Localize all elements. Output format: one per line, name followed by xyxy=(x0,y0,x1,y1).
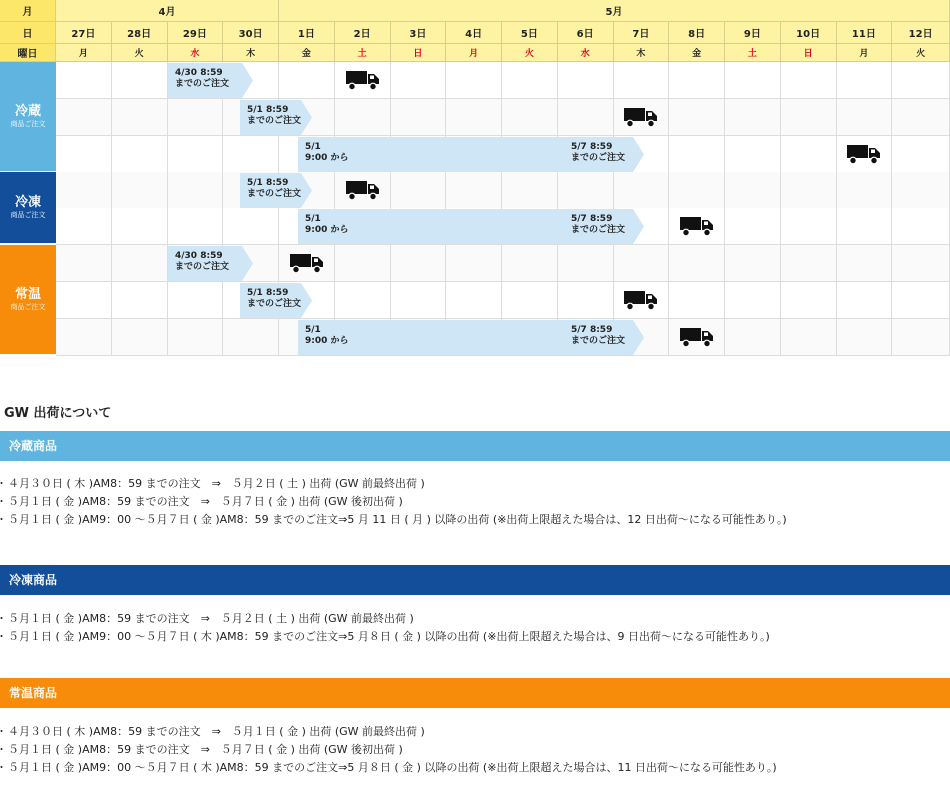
weekday-cell: 日 xyxy=(781,44,837,62)
truck-icon xyxy=(680,215,714,237)
grid-cell xyxy=(112,136,168,173)
order-end-sublabel: までのご注文 xyxy=(571,336,626,346)
grid-cell xyxy=(725,62,781,99)
truck-icon xyxy=(847,143,881,165)
weekday-cell: 木 xyxy=(223,44,279,62)
grid-cell xyxy=(837,282,893,319)
weekday-cell: 木 xyxy=(614,44,670,62)
weekday-cell: 火 xyxy=(502,44,558,62)
list-item: ・ ４月３０日 ( 木 )AM8：59 までの注文 ⇒ ５月２日 ( 土 ) 出荷 (GW 前最終出荷 ) xyxy=(0,475,787,493)
list-item: ・ ５月１日 ( 金 )AM8：59 までの注文 ⇒ ５月７日 ( 金 ) 出荷 (GW 後初出荷 ) xyxy=(0,741,777,759)
truck-icon xyxy=(346,179,380,201)
grid-cell xyxy=(279,62,335,99)
list-item: ・ ４月３０日 ( 木 )AM8：59 までの注文 ⇒ ５月１日 ( 金 ) 出荷 (GW 前最終出荷 ) xyxy=(0,723,777,741)
grid-cell xyxy=(558,172,614,209)
shipping-calendar xyxy=(0,0,950,358)
gw-title: GW 出荷について xyxy=(4,406,112,421)
day-cell: 12日 xyxy=(892,22,950,44)
grid-cell xyxy=(614,62,670,99)
grid-cell xyxy=(56,99,112,136)
grid-cell xyxy=(56,208,112,245)
grid-cell xyxy=(446,282,502,319)
grid-cell xyxy=(335,99,391,136)
grid-cell xyxy=(502,172,558,209)
grid-cell xyxy=(223,319,279,356)
grid-cell xyxy=(335,245,391,282)
order-start-sublabel: までのご注文 xyxy=(175,79,230,89)
weekday-cell: 月 xyxy=(837,44,893,62)
weekday-cell: 水 xyxy=(168,44,224,62)
day-cell: 29日 xyxy=(168,22,224,44)
order-start-sublabel: 9:00 から xyxy=(305,153,349,163)
grid-cell xyxy=(725,136,781,173)
list-item: ・ ５月１日 ( 金 )AM8：59 までの注文 ⇒ ５月２日 ( 土 ) 出荷 (GW 前最終出荷 ) xyxy=(0,610,770,628)
grid-cell xyxy=(112,62,168,99)
grid-cell xyxy=(725,172,781,209)
grid-cell xyxy=(223,136,279,173)
category-name: 冷凍 xyxy=(14,195,41,210)
day-cell: 1日 xyxy=(279,22,335,44)
grid-cell xyxy=(446,62,502,99)
order-start-label: 4/30 8:59 xyxy=(175,251,223,261)
order-start-sublabel: までのご注文 xyxy=(247,299,302,309)
grid-cell xyxy=(837,319,893,356)
grid-cell xyxy=(669,245,725,282)
category-subtitle: 商品ご注文 xyxy=(10,211,46,219)
day-cell: 5日 xyxy=(502,22,558,44)
grid-cell xyxy=(837,99,893,136)
day-cell: 9日 xyxy=(725,22,781,44)
grid-cell xyxy=(168,282,224,319)
grid-cell xyxy=(168,208,224,245)
order-start-sublabel: までのご注文 xyxy=(175,262,230,272)
grid-cell xyxy=(168,172,224,209)
grid-cell xyxy=(781,62,837,99)
grid-cell xyxy=(725,282,781,319)
grid-cell xyxy=(391,245,447,282)
grid-cell xyxy=(446,99,502,136)
day-cell: 30日 xyxy=(223,22,279,44)
grid-cell xyxy=(56,282,112,319)
truck-icon xyxy=(680,326,714,348)
grid-cell xyxy=(781,245,837,282)
grid-cell xyxy=(892,62,950,99)
category-name: 常温 xyxy=(14,287,41,302)
section-heading-chilled: 冷蔵商品 xyxy=(0,431,950,461)
grid-cell xyxy=(502,282,558,319)
grid-cell xyxy=(112,208,168,245)
order-end-label: 5/7 8:59 xyxy=(571,325,613,335)
weekday-cell: 月 xyxy=(446,44,502,62)
grid-cell xyxy=(781,319,837,356)
grid-cell xyxy=(558,282,614,319)
category-block xyxy=(0,172,56,245)
day-cell: 8日 xyxy=(669,22,725,44)
weekday-cell: 火 xyxy=(112,44,168,62)
grid-cell xyxy=(669,172,725,209)
category-name: 冷蔵 xyxy=(14,104,41,119)
grid-cell xyxy=(112,282,168,319)
grid-cell xyxy=(669,99,725,136)
order-end-label: 5/7 8:59 xyxy=(571,214,613,224)
grid-cell xyxy=(725,319,781,356)
grid-cell xyxy=(168,99,224,136)
grid-cell xyxy=(892,99,950,136)
grid-cell xyxy=(223,208,279,245)
truck-icon xyxy=(624,289,658,311)
order-start-label: 5/1 8:59 xyxy=(247,288,289,298)
grid-cell xyxy=(725,99,781,136)
grid-cell xyxy=(391,99,447,136)
grid-cell xyxy=(112,245,168,282)
grid-cell xyxy=(781,208,837,245)
grid-cell xyxy=(781,282,837,319)
truck-icon xyxy=(290,252,324,274)
order-end-sublabel: までのご注文 xyxy=(571,225,626,235)
grid-cell xyxy=(391,282,447,319)
order-start-label: 5/1 xyxy=(305,325,321,335)
grid-cell xyxy=(502,245,558,282)
grid-cell xyxy=(502,62,558,99)
order-start-label: 5/1 xyxy=(305,214,321,224)
grid-cell xyxy=(56,319,112,356)
grid-cell xyxy=(892,319,950,356)
grid-cell xyxy=(56,136,112,173)
section-heading-ambient: 常温商品 xyxy=(0,678,950,708)
grid-cell xyxy=(614,245,670,282)
order-start-label: 5/1 8:59 xyxy=(247,105,289,115)
weekday-cell: 金 xyxy=(279,44,335,62)
order-start-sublabel: 9:00 から xyxy=(305,336,349,346)
truck-icon xyxy=(346,69,380,91)
weekday-cell: 火 xyxy=(892,44,950,62)
grid-cell xyxy=(669,62,725,99)
order-start-label: 5/1 8:59 xyxy=(247,178,289,188)
grid-cell xyxy=(446,172,502,209)
grid-cell xyxy=(558,99,614,136)
grid-cell xyxy=(502,99,558,136)
grid-cell xyxy=(892,282,950,319)
section-heading-frozen: 冷凍商品 xyxy=(0,565,950,595)
weekday-cell: 土 xyxy=(335,44,391,62)
order-start-label: 5/1 xyxy=(305,142,321,152)
category-block xyxy=(0,62,56,173)
grid-cell xyxy=(837,62,893,99)
day-cell: 3日 xyxy=(391,22,447,44)
grid-cell xyxy=(837,172,893,209)
weekday-cell: 月 xyxy=(56,44,112,62)
order-start-sublabel: までのご注文 xyxy=(247,116,302,126)
order-start-label: 4/30 8:59 xyxy=(175,68,223,78)
grid-cell xyxy=(391,62,447,99)
grid-cell xyxy=(725,245,781,282)
truck-icon xyxy=(624,106,658,128)
grid-cell xyxy=(446,245,502,282)
grid-cell xyxy=(781,136,837,173)
category-block xyxy=(0,245,56,356)
list-item: ・ ５月１日 ( 金 )AM9：00 ～５月７日 ( 木 )AM8：59 までのご注文⇒5 月８日 ( 金 ) 以降の出荷 (※出荷上限超えた場合は、11 日出荷～になる可能性あり。) xyxy=(0,759,777,777)
grid-cell xyxy=(168,136,224,173)
order-start-sublabel: 9:00 から xyxy=(305,225,349,235)
calendar-month-header: 月 xyxy=(0,0,56,22)
grid-cell xyxy=(112,319,168,356)
grid-cell xyxy=(725,208,781,245)
day-cell: 27日 xyxy=(56,22,112,44)
day-cell: 4日 xyxy=(446,22,502,44)
grid-cell xyxy=(168,319,224,356)
day-cell: 6日 xyxy=(558,22,614,44)
list-chilled xyxy=(0,475,787,529)
grid-cell xyxy=(56,245,112,282)
day-cell: 7日 xyxy=(614,22,670,44)
grid-cell xyxy=(56,62,112,99)
grid-cell xyxy=(614,172,670,209)
grid-cell xyxy=(558,62,614,99)
order-end-label: 5/7 8:59 xyxy=(571,142,613,152)
list-item: ・ ５月１日 ( 金 )AM8：59 までの注文 ⇒ ５月７日 ( 金 ) 出荷 (GW 後初出荷 ) xyxy=(0,493,787,511)
grid-cell xyxy=(892,136,950,173)
day-cell: 11日 xyxy=(837,22,893,44)
list-frozen xyxy=(0,610,770,646)
grid-cell xyxy=(892,208,950,245)
grid-cell xyxy=(56,172,112,209)
list-item: ・ ５月１日 ( 金 )AM9：00 ～５月７日 ( 金 )AM8：59 までのご注文⇒5 月 11 日 ( 月 ) 以降の出荷 (※出荷上限超えた場合は、12 日出荷～になる可能性あり。) xyxy=(0,511,787,529)
grid-cell xyxy=(837,208,893,245)
weekday-cell: 土 xyxy=(725,44,781,62)
grid-cell xyxy=(837,245,893,282)
list-ambient xyxy=(0,723,777,777)
day-cell: 10日 xyxy=(781,22,837,44)
category-subtitle: 商品ご注文 xyxy=(10,120,46,128)
grid-cell xyxy=(669,136,725,173)
grid-cell xyxy=(558,245,614,282)
list-item: ・ ５月１日 ( 金 )AM9：00 ～５月７日 ( 木 )AM8：59 までのご注文⇒5 月８日 ( 金 ) 以降の出荷 (※出荷上限超えた場合は、9 日出荷～になる可能性あり。) xyxy=(0,628,770,646)
order-end-sublabel: までのご注文 xyxy=(571,153,626,163)
month-label-may: 5月 xyxy=(279,0,950,22)
grid-cell xyxy=(669,282,725,319)
grid-cell xyxy=(112,99,168,136)
weekday-cell: 日 xyxy=(391,44,447,62)
grid-cell xyxy=(781,99,837,136)
grid-cell xyxy=(892,245,950,282)
calendar-weekday-header: 曜日 xyxy=(0,44,56,62)
day-cell: 2日 xyxy=(335,22,391,44)
order-start-sublabel: までのご注文 xyxy=(247,189,302,199)
grid-cell xyxy=(892,172,950,209)
calendar-day-header: 日 xyxy=(0,22,56,44)
grid-cell xyxy=(112,172,168,209)
weekday-cell: 金 xyxy=(669,44,725,62)
weekday-cell: 水 xyxy=(558,44,614,62)
category-subtitle: 商品ご注文 xyxy=(10,303,46,311)
month-label-april: 4月 xyxy=(56,0,279,22)
grid-cell xyxy=(335,282,391,319)
grid-cell xyxy=(391,172,447,209)
grid-cell xyxy=(781,172,837,209)
day-cell: 28日 xyxy=(112,22,168,44)
